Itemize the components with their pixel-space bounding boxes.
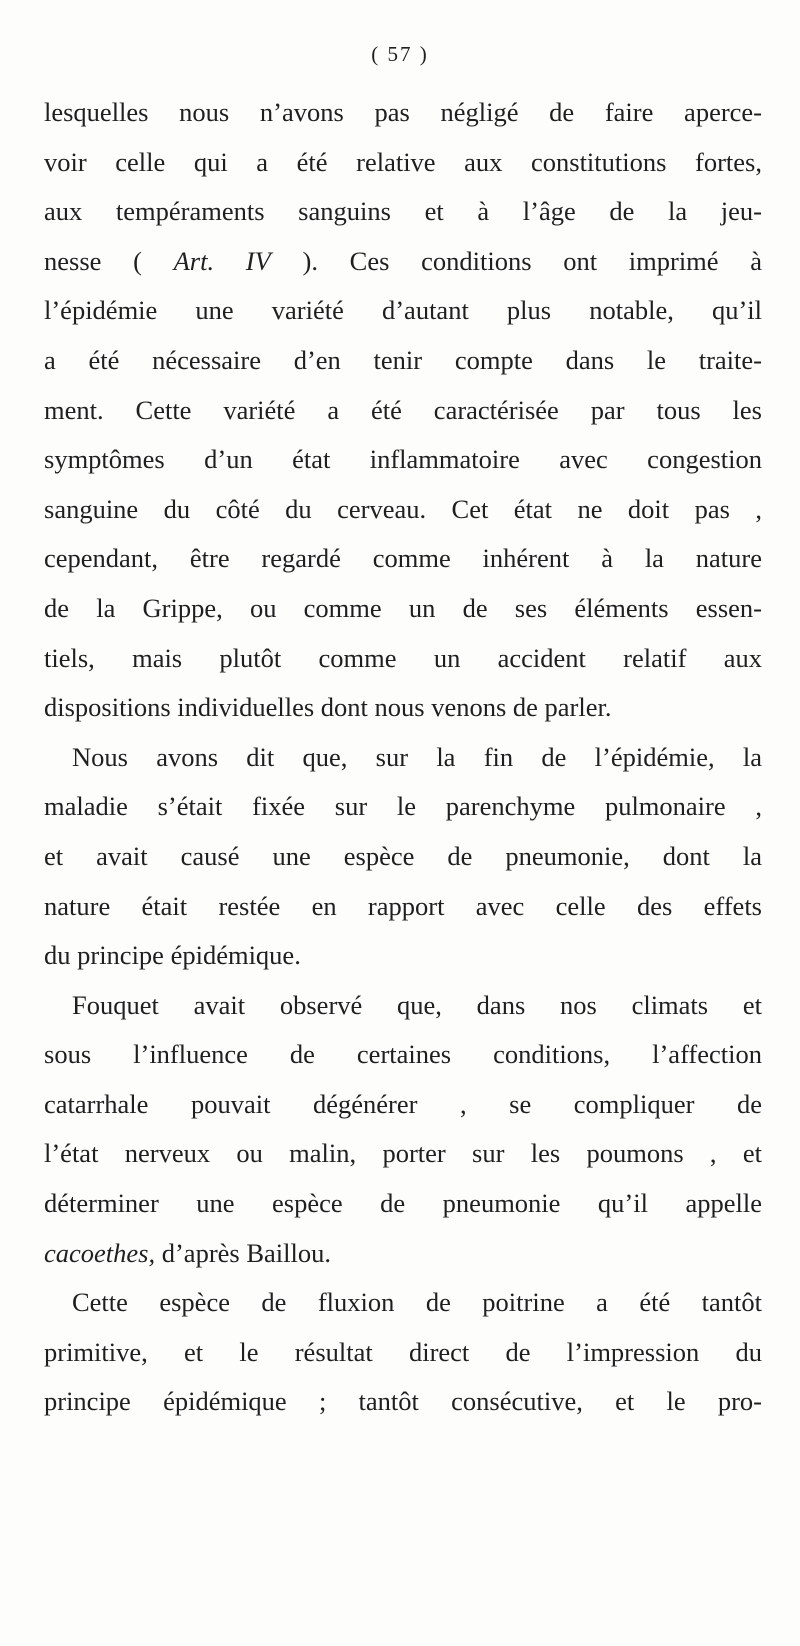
text-line: catarrhale pouvait dégénérer , se compliquer de — [44, 1088, 762, 1119]
body-text — [44, 88, 762, 1427]
text-line: lesquelles nous n’avons pas négligé de faire aperce- — [44, 97, 762, 127]
text-line: tiels, mais plutôt comme un accident relatif aux — [44, 642, 762, 673]
text-line: voir celle qui a été relative aux constitutions fortes, — [44, 146, 762, 177]
text-line: sanguine du côté du cerveau. Cet état ne doit pas , — [44, 493, 762, 524]
text-line: ment. Cette variété a été caractérisée par tous les — [44, 394, 762, 425]
page-number: ( 57 ) — [371, 42, 429, 66]
text-line: symptômes d’un état inflammatoire avec congestion — [44, 444, 762, 475]
text-line: nature était restée en rapport avec celle des effets — [44, 890, 762, 921]
text-line: sous l’influence de certaines conditions, l’affection — [44, 1039, 762, 1070]
text-line: dispositions individuelles dont nous venons de parler. — [44, 692, 612, 723]
text-line: Nous avons dit que, sur la fin de l’épidémie, la — [72, 741, 762, 772]
text-line: l’épidémie une variété d’autant plus notable, qu’il — [44, 295, 762, 326]
text-line: déterminer une espèce de pneumonie qu’il appelle — [44, 1188, 762, 1219]
text-line: du principe épidémique. — [44, 940, 301, 971]
text-line: de la Grippe, ou comme un de ses éléments essen- — [44, 592, 762, 623]
text-line: et avait causé une espèce de pneumonie, dont la — [44, 840, 762, 871]
text-line: maladie s’était fixée sur le parenchyme pulmonaire , — [44, 791, 762, 822]
text-line: Cette espèce de fluxion de poitrine a été tantôt — [72, 1287, 762, 1318]
text-line: a été nécessaire d’en tenir compte dans le traite- — [44, 344, 762, 375]
text-line: Fouquet avait observé que, dans nos climats et — [72, 989, 762, 1020]
text-line: principe épidémique ; tantôt consécutive, et le pro- — [44, 1386, 762, 1417]
text-line: aux tempéraments sanguins et à l’âge de la jeu- — [44, 196, 762, 227]
text-line: cependant, être regardé comme inhérent à la nature — [44, 543, 762, 574]
text-line: primitive, et le résultat direct de l’impression du — [44, 1336, 762, 1367]
text-line: nesse ( Art. IV ). Ces conditions ont imprimé à — [44, 245, 763, 276]
text-line: cacoethes, d’après Baillou. — [44, 1237, 331, 1268]
text-line: l’état nerveux ou malin, porter sur les poumons , et — [44, 1138, 762, 1169]
